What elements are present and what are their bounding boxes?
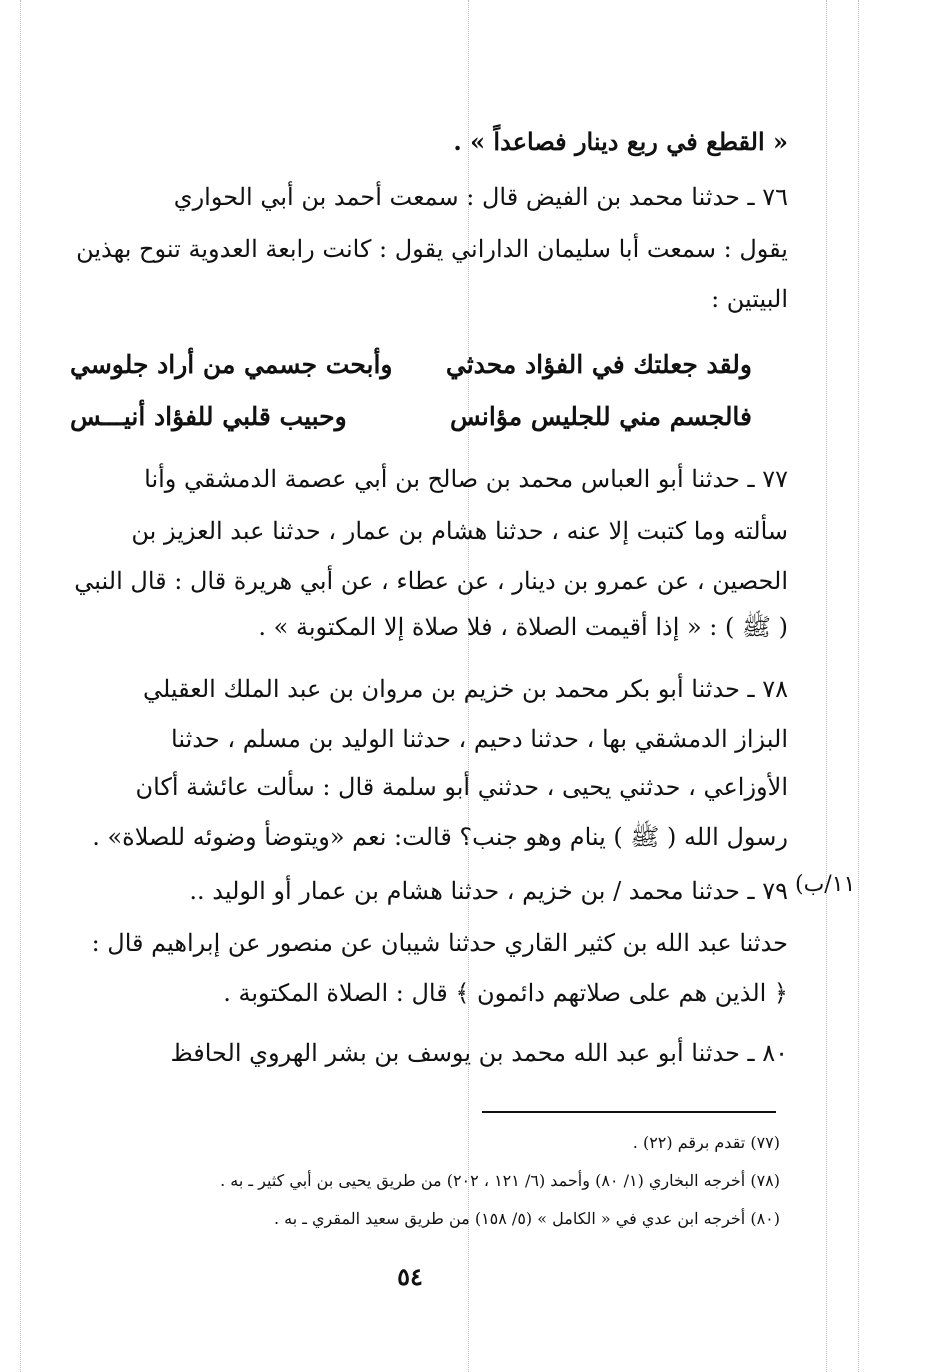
text-line: الحصين ، عن عمرو بن دينار ، عن عطاء ، عن أبي هريرة قال : قال النبي (74, 567, 788, 595)
text-line: سألته وما كتبت إلا عنه ، حدثنا هشام بن عمار ، حدثنا عبد العزيز بن (131, 517, 788, 545)
text-line: ٧٩ ـ حدثنا محمد / بن خزيم ، حدثنا هشام بن عمار أو الوليد .. (189, 877, 788, 905)
verse-hemistich: ولقد جعلتك في الفؤاد محدثي (445, 350, 752, 379)
text-line: ﴿ الذين هم على صلاتهم دائمون ﴾ قال : الصلاة المكتوبة . (223, 979, 788, 1007)
text-line: البيتين : (711, 285, 788, 313)
scan-guide-line (826, 0, 827, 1372)
text-line: ٧٦ ـ حدثنا محمد بن الفيض قال : سمعت أحمد بن أبي الحواري (173, 183, 788, 211)
verse-hemistich: فالجسم مني للجليس مؤانس (450, 402, 752, 431)
text-line: « القطع في ربع دينار فصاعداً » . (453, 127, 788, 156)
verse-hemistich: وأبحت جسمي من أراد جلوسي (70, 350, 393, 379)
footnote: (٧٨) أخرجه البخاري (١/ ٨٠) وأحمد (٦/ ١٢١ ، ٢٠٢) من طريق يحيى بن أبي كثير ـ به . (220, 1171, 780, 1190)
text-line: يقول : سمعت أبا سليمان الداراني يقول : كانت رابعة العدوية تنوح بهذين (76, 235, 788, 263)
text-line: ٧٧ ـ حدثنا أبو العباس محمد بن صالح بن أبي عصمة الدمشقي وأنا (144, 465, 788, 493)
margin-folio-note: ١١/ب) (795, 872, 856, 897)
footnote: (٧٧) تقدم برقم (٢٢) . (632, 1133, 780, 1152)
text-line: ٧٨ ـ حدثنا أبو بكر محمد بن خزيم بن مروان بن عبد الملك العقيلي (142, 675, 788, 703)
text-line: ( ﷺ ) : « إذا أقيمت الصلاة ، فلا صلاة إلا المكتوبة » . (258, 613, 788, 641)
footnote: (٨٠) أخرجه ابن عدي في « الكامل » (٥/ ١٥٨) من طريق سعيد المقري ـ به . (273, 1209, 780, 1228)
text-line: ٨٠ ـ حدثنا أبو عبد الله محمد بن يوسف بن بشر الهروي الحافظ (170, 1039, 788, 1067)
text-line: حدثنا عبد الله بن كثير القاري حدثنا شيبان عن منصور عن إبراهيم قال : (91, 929, 788, 957)
scan-guide-line (20, 0, 21, 1372)
verse-hemistich: وحبيب قلبي للفؤاد أنيـــس (70, 402, 347, 431)
text-line: رسول الله ( ﷺ ) ينام وهو جنب؟ قالت: نعم «ويتوضأ وضوئه للصلاة» . (92, 823, 788, 851)
scan-guide-line (858, 0, 859, 1372)
text-line: الأوزاعي ، حدثني يحيى ، حدثني أبو سلمة قال : سألت عائشة أكان (135, 773, 788, 801)
page-number: ٥٤ (397, 1262, 423, 1291)
text-line: البزاز الدمشقي بها ، حدثنا دحيم ، حدثنا الوليد بن مسلم ، حدثنا (171, 725, 788, 753)
footnote-separator (482, 1111, 776, 1113)
